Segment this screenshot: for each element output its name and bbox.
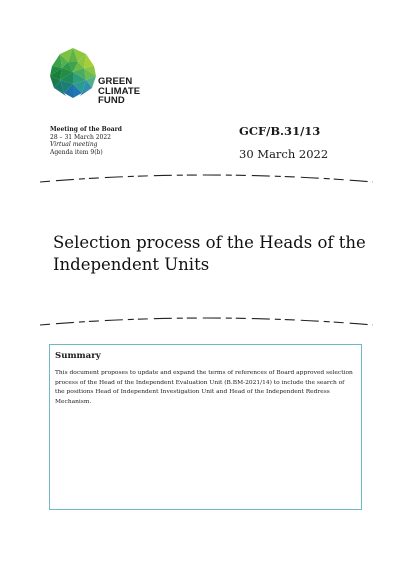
summary-heading: Summary bbox=[55, 351, 101, 361]
document-reference: GCF/B.31/13 bbox=[239, 124, 321, 138]
summary-body: This document proposes to update and expand the terms of references of Board approved selection process of the Head of the Independent Evaluation Unit (B.BM-2021/14) to include the search of the positions Head of Independent Investigation Unit and Head of the Independent Redress Mechanism. bbox=[55, 370, 353, 405]
meeting-dates: 28 – 31 March 2022 bbox=[50, 133, 111, 141]
logo-wordmark bbox=[98, 77, 140, 106]
logo-line-climate: CLIMATE bbox=[98, 85, 141, 97]
logo-line-green: GREEN bbox=[98, 76, 133, 87]
document-title: Selection process of the Heads of the Independent Units bbox=[53, 233, 366, 274]
document-date: 30 March 2022 bbox=[239, 147, 329, 161]
meeting-title: Meeting of the Board bbox=[50, 126, 123, 133]
meeting-agenda-item: Agenda item 9(b) bbox=[50, 148, 103, 156]
meeting-info bbox=[50, 126, 122, 156]
top-divider bbox=[40, 172, 373, 184]
gcf-globe-logo-icon bbox=[50, 48, 96, 98]
logo-line-fund: FUND bbox=[98, 95, 125, 106]
summary-box bbox=[49, 344, 362, 510]
meeting-venue: Virtual meeting bbox=[50, 141, 98, 149]
bottom-divider bbox=[40, 314, 373, 326]
